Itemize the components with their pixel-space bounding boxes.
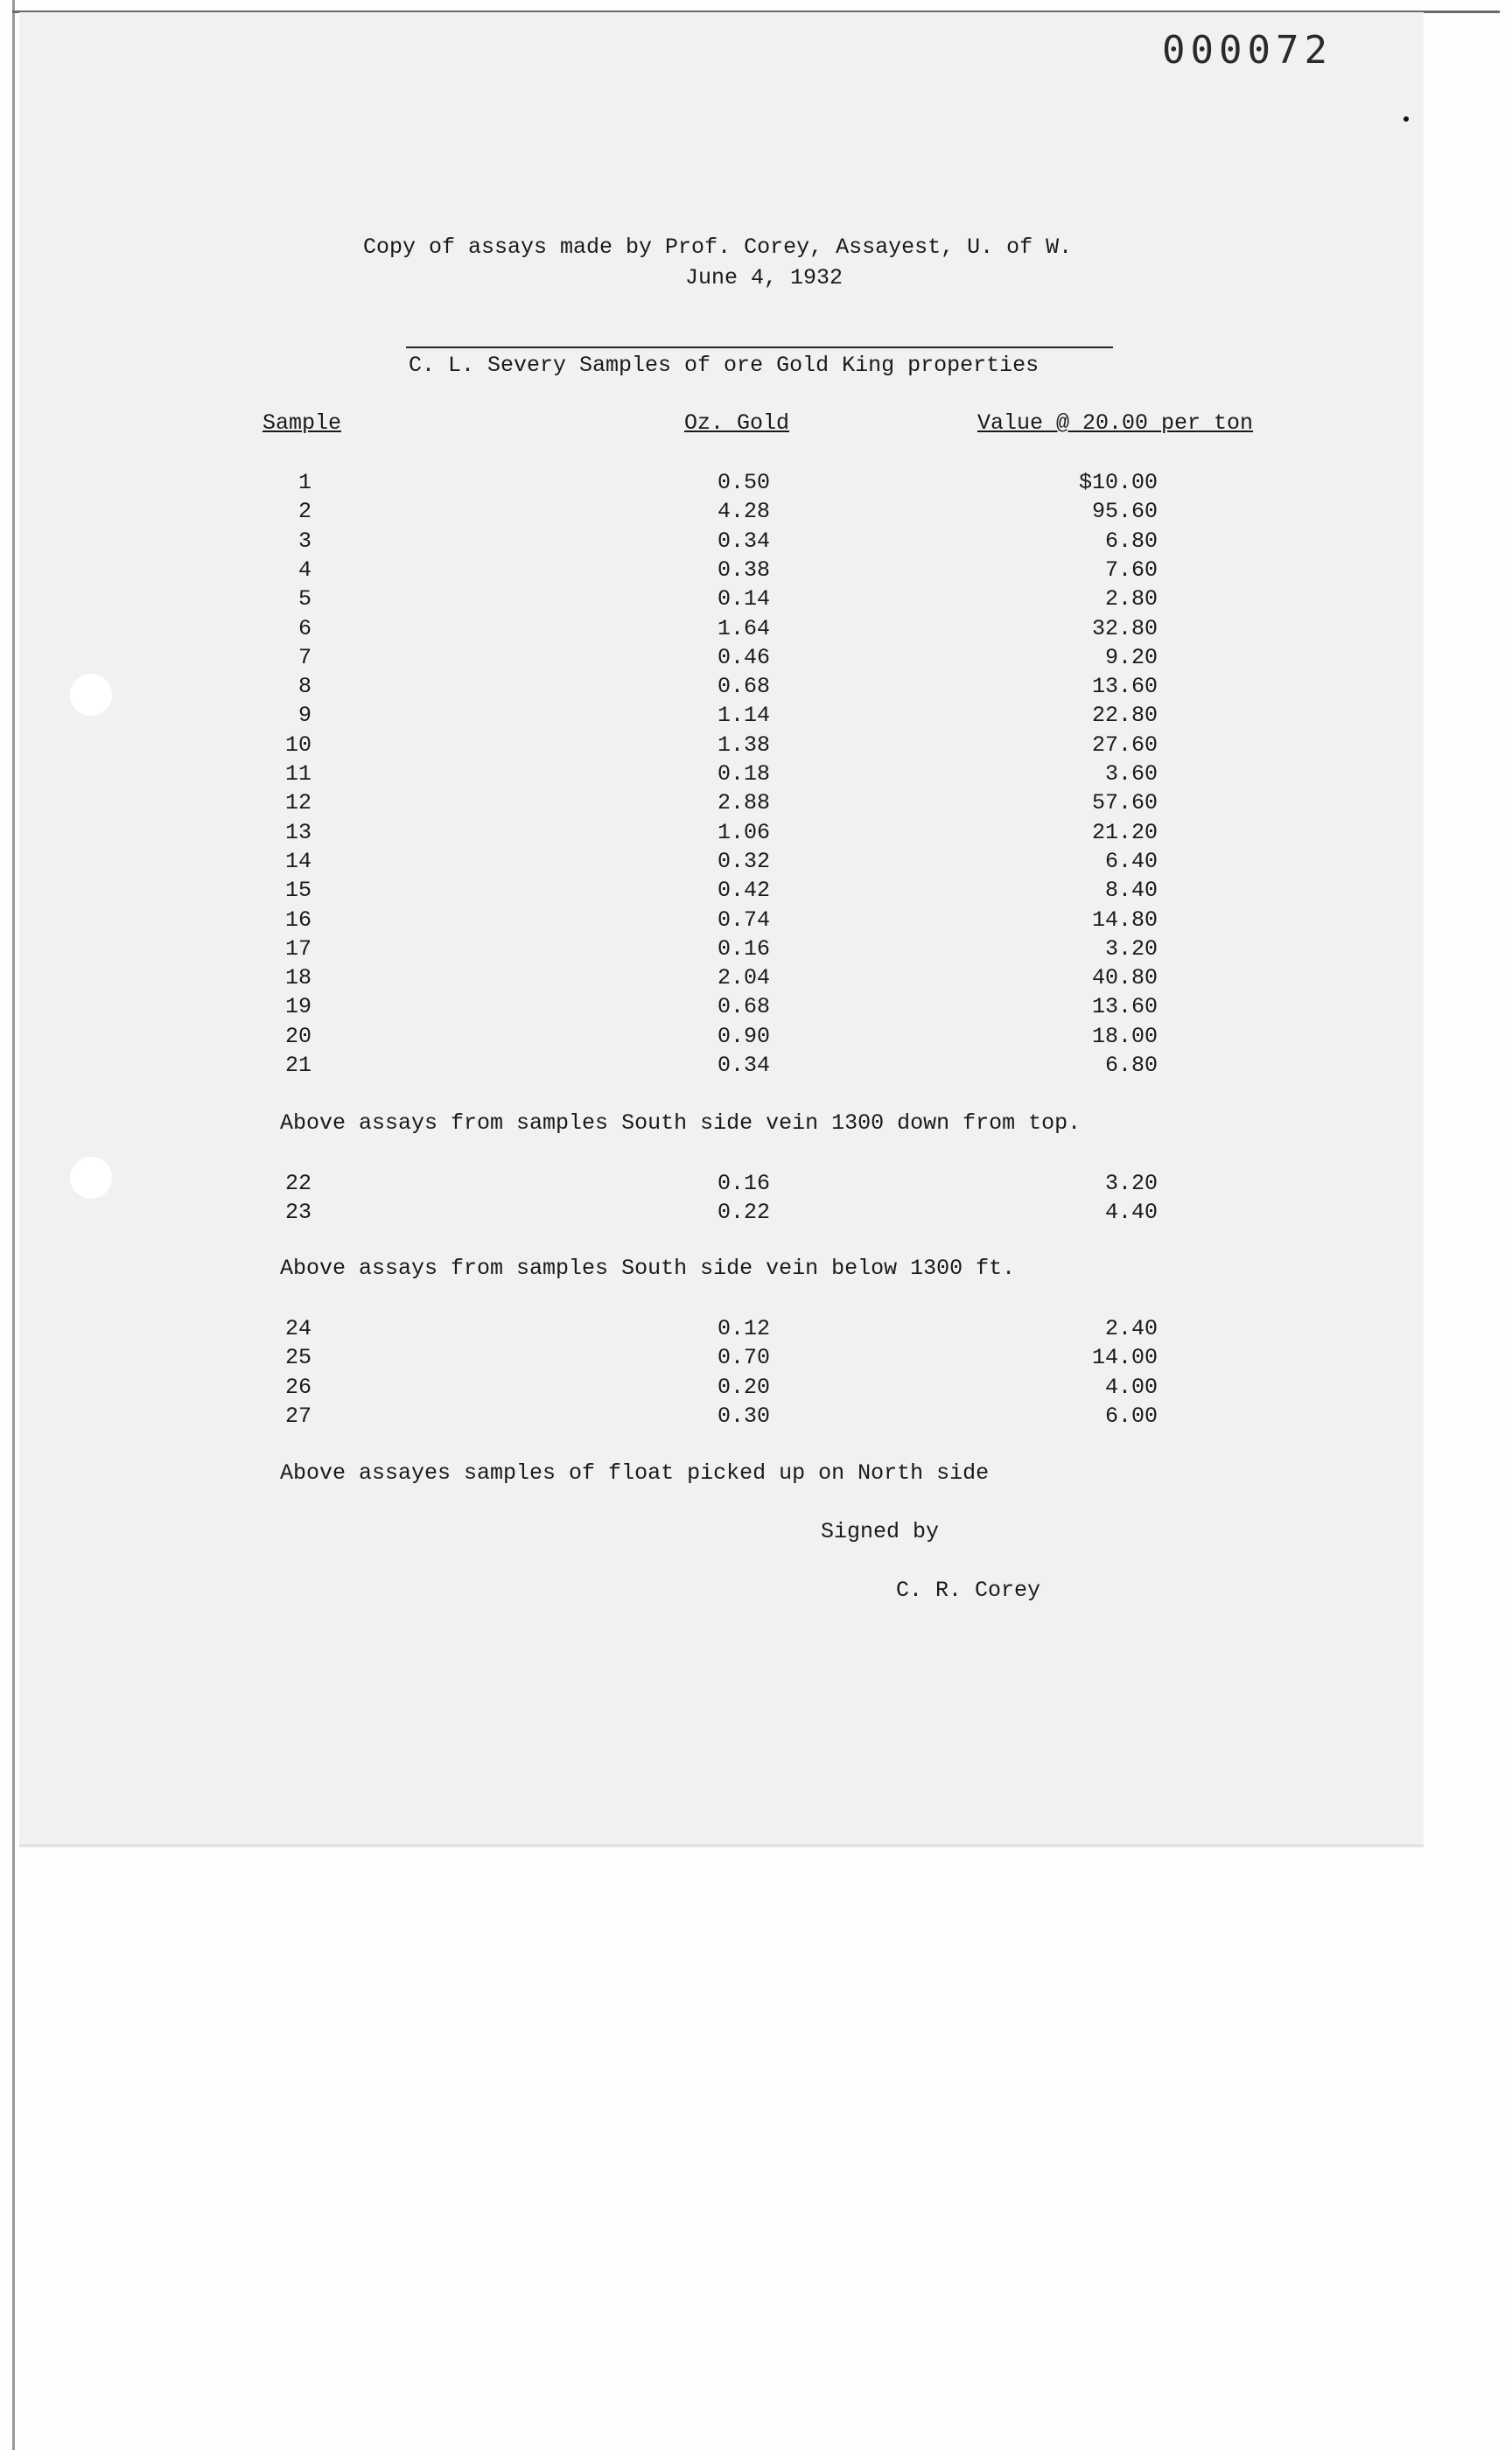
oz-gold-value: 0.16 — [718, 935, 771, 962]
subtitle-rule — [406, 346, 1113, 348]
page-stamp-number: 000072 — [1162, 28, 1333, 73]
value-per-ton: 95.60 — [1091, 499, 1158, 525]
sample-number: 12 — [284, 790, 312, 816]
table-row — [0, 616, 1512, 646]
oz-gold-value: 0.34 — [718, 528, 771, 554]
value-per-ton: 6.80 — [1104, 1053, 1158, 1078]
value-per-ton: 2.80 — [1104, 586, 1158, 612]
table-row — [0, 1404, 1512, 1433]
oz-gold-value: 0.12 — [718, 1316, 771, 1341]
oz-gold-value: 0.14 — [718, 586, 771, 612]
oz-gold-value: 0.16 — [718, 1171, 771, 1196]
oz-gold-value: 2.04 — [718, 965, 771, 991]
value-per-ton: 22.80 — [1091, 703, 1158, 729]
oz-gold-value: 2.88 — [718, 790, 771, 816]
oz-gold-value: 0.90 — [718, 1023, 771, 1049]
sample-number: 19 — [284, 994, 312, 1020]
table-row — [0, 1316, 1512, 1346]
document-subtitle: C. L. Severy Samples of ore Gold King properties — [409, 353, 1040, 378]
value-per-ton: 40.80 — [1091, 965, 1158, 991]
ink-dot — [1404, 116, 1409, 122]
oz-gold-value: 4.28 — [718, 499, 771, 525]
sample-number: 23 — [284, 1200, 312, 1226]
oz-gold-value: 0.30 — [718, 1403, 771, 1429]
oz-gold-value: 0.50 — [718, 470, 771, 495]
oz-gold-value: 0.42 — [718, 878, 771, 904]
value-per-ton: 32.80 — [1091, 615, 1158, 641]
table-row — [0, 1375, 1512, 1404]
table-row — [0, 790, 1512, 820]
table-row — [0, 470, 1512, 500]
oz-gold-value: 0.70 — [718, 1345, 771, 1371]
table-row — [0, 1345, 1512, 1375]
sample-number: 25 — [284, 1345, 312, 1371]
table-row — [0, 586, 1512, 616]
sample-number: 22 — [284, 1171, 312, 1196]
value-per-ton: 3.60 — [1104, 761, 1158, 787]
table-row — [0, 528, 1512, 558]
table-row — [0, 674, 1512, 704]
table-row — [0, 557, 1512, 587]
value-per-ton: 13.60 — [1091, 674, 1158, 700]
sample-number: 20 — [284, 1023, 312, 1049]
sample-number: 14 — [284, 848, 312, 874]
note-group-1: Above assays from samples South side vein 1300 down from top. — [280, 1110, 1082, 1136]
document-title: Copy of assays made by Prof. Corey, Assayest, U. of W. — [363, 234, 1073, 260]
table-row — [0, 965, 1512, 995]
signer-name: C. R. Corey — [896, 1578, 1041, 1603]
table-row — [0, 703, 1512, 732]
note-group-3: Above assayes samples of float picked up on North side — [280, 1460, 990, 1486]
value-per-ton: 3.20 — [1104, 935, 1158, 962]
oz-gold-value: 0.46 — [718, 644, 771, 670]
value-per-ton: 57.60 — [1091, 790, 1158, 816]
value-per-ton: 14.00 — [1091, 1345, 1158, 1371]
table-row — [0, 761, 1512, 791]
oz-gold-value: 0.22 — [718, 1200, 771, 1226]
table-row — [0, 994, 1512, 1024]
sample-number: 13 — [284, 819, 312, 845]
sample-number: 3 — [298, 528, 312, 554]
sample-number: 21 — [284, 1053, 312, 1078]
sample-number: 8 — [298, 674, 312, 700]
table-row — [0, 849, 1512, 878]
value-per-ton: 8.40 — [1104, 878, 1158, 904]
value-per-ton: 4.40 — [1104, 1200, 1158, 1226]
value-per-ton: 6.00 — [1104, 1403, 1158, 1429]
sample-number: 17 — [284, 935, 312, 962]
sample-number: 4 — [298, 556, 312, 583]
oz-gold-value: 0.68 — [718, 674, 771, 700]
oz-gold-value: 0.20 — [718, 1374, 771, 1400]
value-per-ton: 2.40 — [1104, 1316, 1158, 1341]
value-per-ton: 3.20 — [1104, 1171, 1158, 1196]
oz-gold-value: 0.74 — [718, 906, 771, 933]
table-row — [0, 499, 1512, 528]
value-per-ton: 6.80 — [1104, 528, 1158, 554]
sample-number: 1 — [298, 470, 312, 495]
table-row — [0, 645, 1512, 675]
value-per-ton: 7.60 — [1104, 556, 1158, 583]
oz-gold-value: 1.64 — [718, 615, 771, 641]
table-row — [0, 732, 1512, 762]
col-header-oz-gold: Oz. Gold — [684, 410, 790, 436]
table-row — [0, 936, 1512, 966]
value-per-ton: 9.20 — [1104, 644, 1158, 670]
sample-number: 26 — [284, 1374, 312, 1400]
sample-number: 27 — [284, 1403, 312, 1429]
value-per-ton: $10.00 — [1078, 470, 1158, 495]
note-group-2: Above assays from samples South side vein below 1300 ft. — [280, 1256, 1016, 1281]
sample-number: 16 — [284, 906, 312, 933]
table-row — [0, 878, 1512, 907]
oz-gold-value: 1.14 — [718, 703, 771, 729]
value-per-ton: 14.80 — [1091, 906, 1158, 933]
oz-gold-value: 0.38 — [718, 556, 771, 583]
col-header-value: Value @ 20.00 per ton — [977, 410, 1254, 436]
sample-number: 15 — [284, 878, 312, 904]
sample-number: 5 — [298, 586, 312, 612]
value-per-ton: 6.40 — [1104, 848, 1158, 874]
sample-number: 7 — [298, 644, 312, 670]
oz-gold-value: 0.32 — [718, 848, 771, 874]
table-row — [0, 907, 1512, 937]
sample-number: 2 — [298, 499, 312, 525]
sample-number: 24 — [284, 1316, 312, 1341]
sample-number: 9 — [298, 703, 312, 729]
document-date: June 4, 1932 — [685, 265, 844, 290]
oz-gold-value: 0.34 — [718, 1053, 771, 1078]
sample-number: 11 — [284, 761, 312, 787]
table-row — [0, 1024, 1512, 1054]
value-per-ton: 27.60 — [1091, 732, 1158, 758]
oz-gold-value: 1.06 — [718, 819, 771, 845]
table-row — [0, 1053, 1512, 1082]
sample-number: 10 — [284, 732, 312, 758]
table-row — [0, 820, 1512, 850]
value-per-ton: 21.20 — [1091, 819, 1158, 845]
sample-number: 6 — [298, 615, 312, 641]
oz-gold-value: 0.68 — [718, 994, 771, 1020]
sample-number: 18 — [284, 965, 312, 991]
oz-gold-value: 1.38 — [718, 732, 771, 758]
col-header-sample: Sample — [262, 410, 342, 436]
paper-bottom-edge — [19, 1844, 1424, 1846]
table-row — [0, 1171, 1512, 1200]
value-per-ton: 13.60 — [1091, 994, 1158, 1020]
signed-label: Signed by — [821, 1519, 940, 1544]
table-row — [0, 1200, 1512, 1229]
value-per-ton: 4.00 — [1104, 1374, 1158, 1400]
oz-gold-value: 0.18 — [718, 761, 771, 787]
value-per-ton: 18.00 — [1091, 1023, 1158, 1049]
